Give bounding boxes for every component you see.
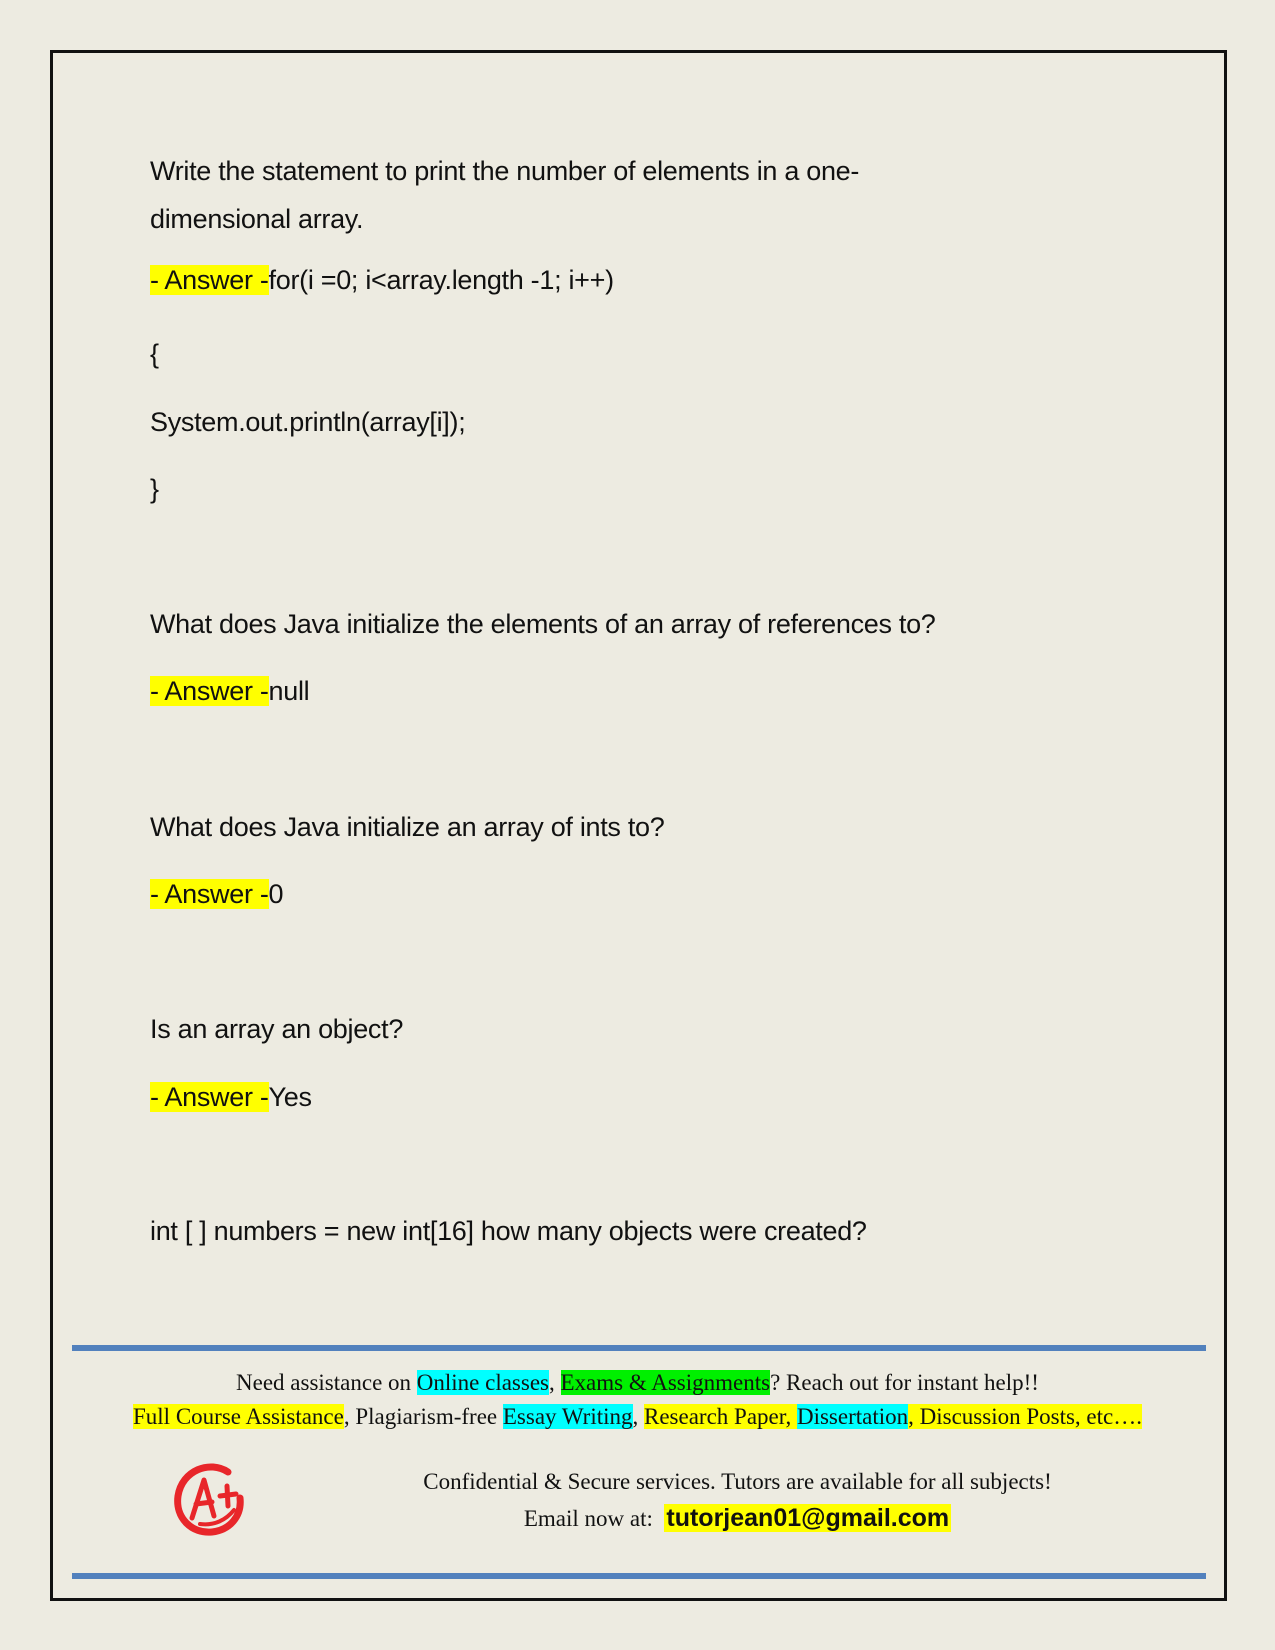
email-line — [100, 1502, 1275, 1535]
question-5: int [ ] numbers = new int[16] how many objects were created? — [150, 1216, 867, 1246]
answer-label: - Answer - — [150, 265, 269, 295]
footer-text: Need assistance on — [236, 1370, 417, 1395]
answer-3 — [150, 877, 283, 911]
footer-text: , — [549, 1370, 561, 1395]
question-1-line-1: Write the statement to print the number of elements in a one- — [150, 156, 860, 186]
question-2: What does Java initialize the elements of an array of references to? — [150, 609, 936, 639]
answer-1-line-3: System.out.println(array[i]); — [150, 407, 466, 437]
research-highlight: Research Paper, — [644, 1404, 797, 1429]
answer-4 — [150, 1080, 312, 1114]
answer-1-line-4: } — [150, 474, 159, 504]
online-classes-highlight: Online classes — [416, 1370, 549, 1395]
footer-text: , Plagiarism-free — [343, 1404, 503, 1429]
footer-top-rule — [72, 1345, 1206, 1351]
exams-highlight: Exams & Assignments — [560, 1370, 771, 1395]
answer-label: - Answer - — [150, 676, 269, 706]
answer-text: for(i =0; i<array.length -1; i++) — [268, 265, 614, 295]
footer-text: ? Reach out for instant help!! — [770, 1370, 1039, 1395]
footer-bottom-rule — [72, 1573, 1206, 1579]
answer-2 — [150, 674, 309, 708]
full-course-highlight: Full Course Assistance — [133, 1404, 344, 1429]
answer-text: Yes — [268, 1082, 312, 1112]
footer-line-2 — [0, 1401, 1275, 1433]
footer-line-1 — [0, 1367, 1275, 1399]
email-prefix: Email now at: — [523, 1506, 665, 1531]
question-3: What does Java initialize an array of ints to? — [150, 812, 665, 842]
answer-text: null — [268, 676, 310, 706]
essay-highlight: Essay Writing — [502, 1404, 633, 1429]
confidential-text: Confidential & Secure services. Tutors are available for all subjects! — [423, 1469, 1052, 1494]
discussion-highlight: , Discussion Posts, etc…. — [908, 1404, 1142, 1429]
dissertation-highlight: Dissertation — [796, 1404, 909, 1429]
footer-text: , — [632, 1404, 644, 1429]
question-1-line-2: dimensional array. — [150, 204, 364, 234]
answer-label: - Answer - — [150, 1082, 269, 1112]
answer-label: - Answer - — [150, 879, 269, 909]
answer-1-line-2: { — [150, 339, 159, 369]
question-4: Is an array an object? — [150, 1014, 404, 1044]
email-link[interactable]: tutorjean01@gmail.com — [666, 1504, 950, 1532]
answer-text: 0 — [268, 879, 284, 909]
answer-1 — [150, 263, 614, 297]
